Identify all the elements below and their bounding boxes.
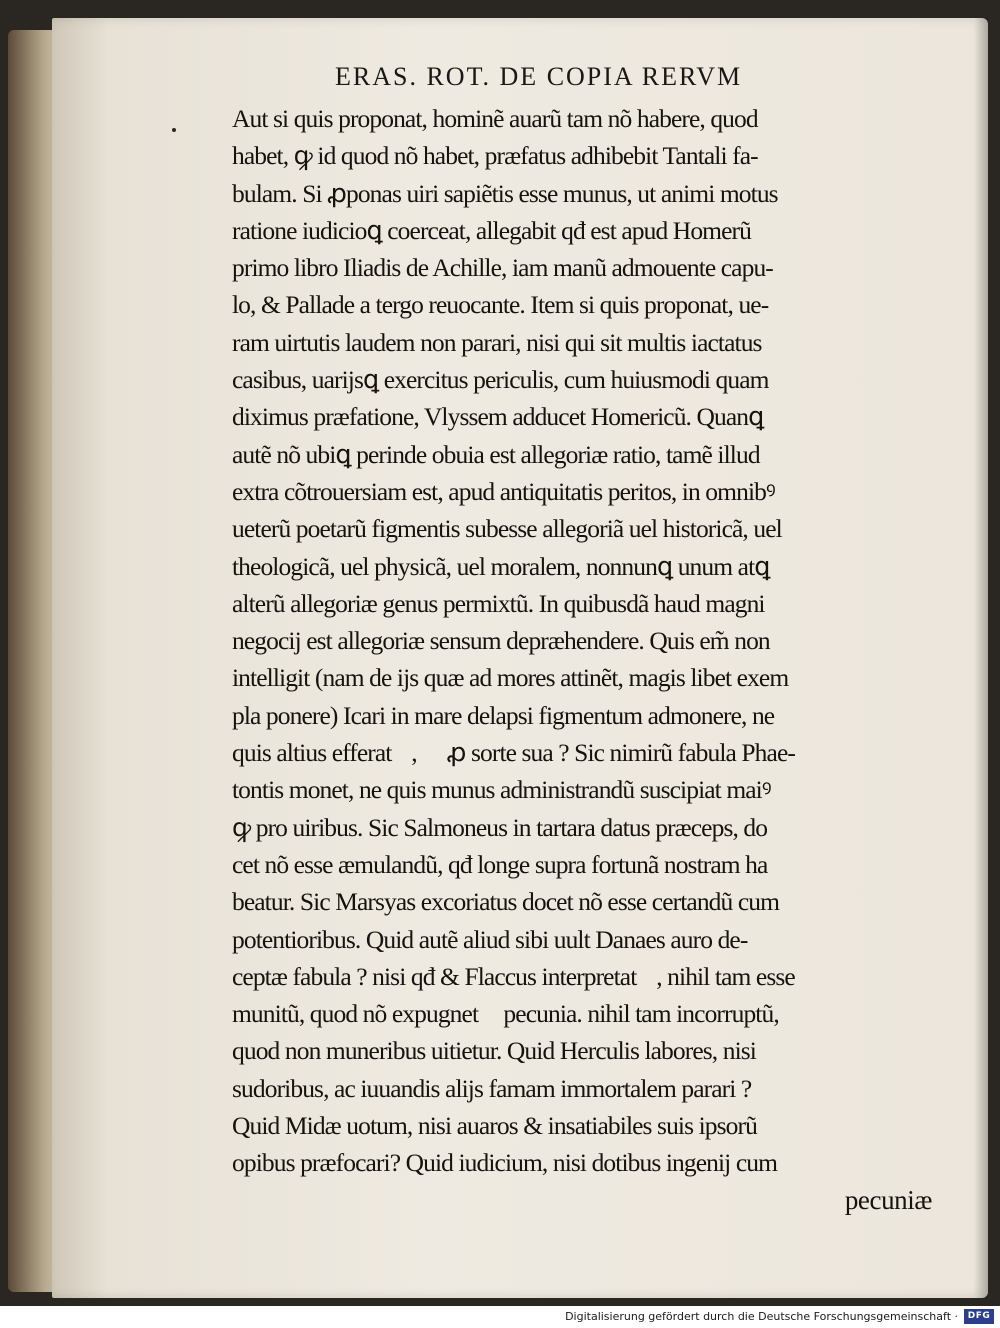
body-text [232, 100, 932, 1219]
text-line: negocij est allegoriæ sensum deprӕhendere. Quis em̃ non [232, 626, 770, 656]
text-line: casibus, uarijsꝗ exercitus periculis, cum huiusmodi quam [232, 365, 769, 395]
margin-mark [172, 128, 176, 132]
text-line: pla ponere) Icari in mare delapsi figmentum admonere, ne [232, 700, 775, 730]
text-line: cet nõ esse æmulandũ, qđ longe supra fortunã nostram ha [232, 849, 768, 879]
text-line: extra cõtrouersiam est, apud antiquitatis peritos, in omnibꝰ [232, 476, 775, 506]
running-head: ERAS. ROT. DE COPIA RERVM [335, 62, 743, 91]
text-line: habet, ꝙ id quod nõ habet, præfatus adhibebit Tantali fa- [232, 141, 758, 171]
text-line: primo libro Iliadis de Achille, iam manũ admouente capu- [232, 253, 773, 283]
text-line: Quid Midæ uotum, nisi auaros & insatiabiles suis ipsorũ [232, 1111, 757, 1141]
text-line: intelligit (nam de ijs quæ ad mores attinẽt, magis libet exem [232, 663, 789, 693]
text-line: alterũ allegoriæ genus permixtũ. In quibusdã haud magni [232, 588, 765, 618]
text-line: ceptæ fabula ? nisi qđ & Flaccus interpretatᷣ, nihil tam esse [232, 961, 795, 991]
text-line: ram uirtutis laudem non parari, nisi qui sit multis iactatus [232, 327, 762, 357]
text-line: quod non muneribus uitietur. Quid Herculis labores, nisi [232, 1036, 756, 1066]
text-line: Aut si quis proponat, hominẽ auarũ tam nõ habere, quod [232, 104, 758, 133]
text-line: ꝙ pro uiribus. Sic Salmoneus in tartara datus præceps, do [232, 812, 768, 842]
text-line: beatur. Sic Marsyas excoriatus docet nõ esse certandũ cum [232, 887, 780, 917]
text-line: bulam. Si ꝓponas uiri sapiẽtis esse munus, ut animi motus [232, 178, 778, 208]
text-line: ratione iudicioꝗ coerceat, allegabit qđ est apud Homerũ [232, 215, 751, 245]
text-line: autẽ nõ ubiꝗ perinde obuia est allegoriæ ratio, tamẽ illud [232, 439, 760, 469]
text-line: diximus præfatione, Vlyssem adducet Homericũ. Quanꝗ [232, 402, 764, 432]
text-line: lo, & Pallade a tergo reuocante. Item si quis proponat, ue- [232, 290, 769, 320]
text-line: sudoribus, ac iuuandis alijs famam immortalem parari ? [232, 1073, 752, 1103]
text-line: ueterũ poetarũ figmentis subesse allegoriã uel historicã, uel [232, 514, 782, 544]
footer [0, 1306, 1000, 1328]
page-shadow [974, 18, 988, 1298]
text-line: opibus præfocari? Quid iudicium, nisi dotibus ingenij cum [232, 1148, 778, 1178]
text-line: tontis monet, ne quis munus administrandũ suscipiat maiꝰ [232, 775, 771, 805]
text-line: quis altius efferatᷣ, ꝙ ꝓ sorte sua ? Sic nimirũ fabula Phae- [232, 738, 795, 768]
catchword: pecuniæ [844, 1184, 932, 1215]
funding-credit: Digitalisierung gefördert durch die Deutsche Forschungsgemeinschaft · [565, 1310, 958, 1323]
text-line: theologicã, uel physicã, uel moralem, nonnunꝗ unum atꝗ [232, 551, 770, 581]
dfg-logo: DFG [964, 1309, 994, 1324]
text-line: potentioribus. Quid autẽ aliud sibi uult Danaes auro de- [232, 924, 748, 954]
text-line: munitũ, quod nõ expugnetᷣ pecunia. nihil tam incorruptũ, [232, 999, 779, 1029]
